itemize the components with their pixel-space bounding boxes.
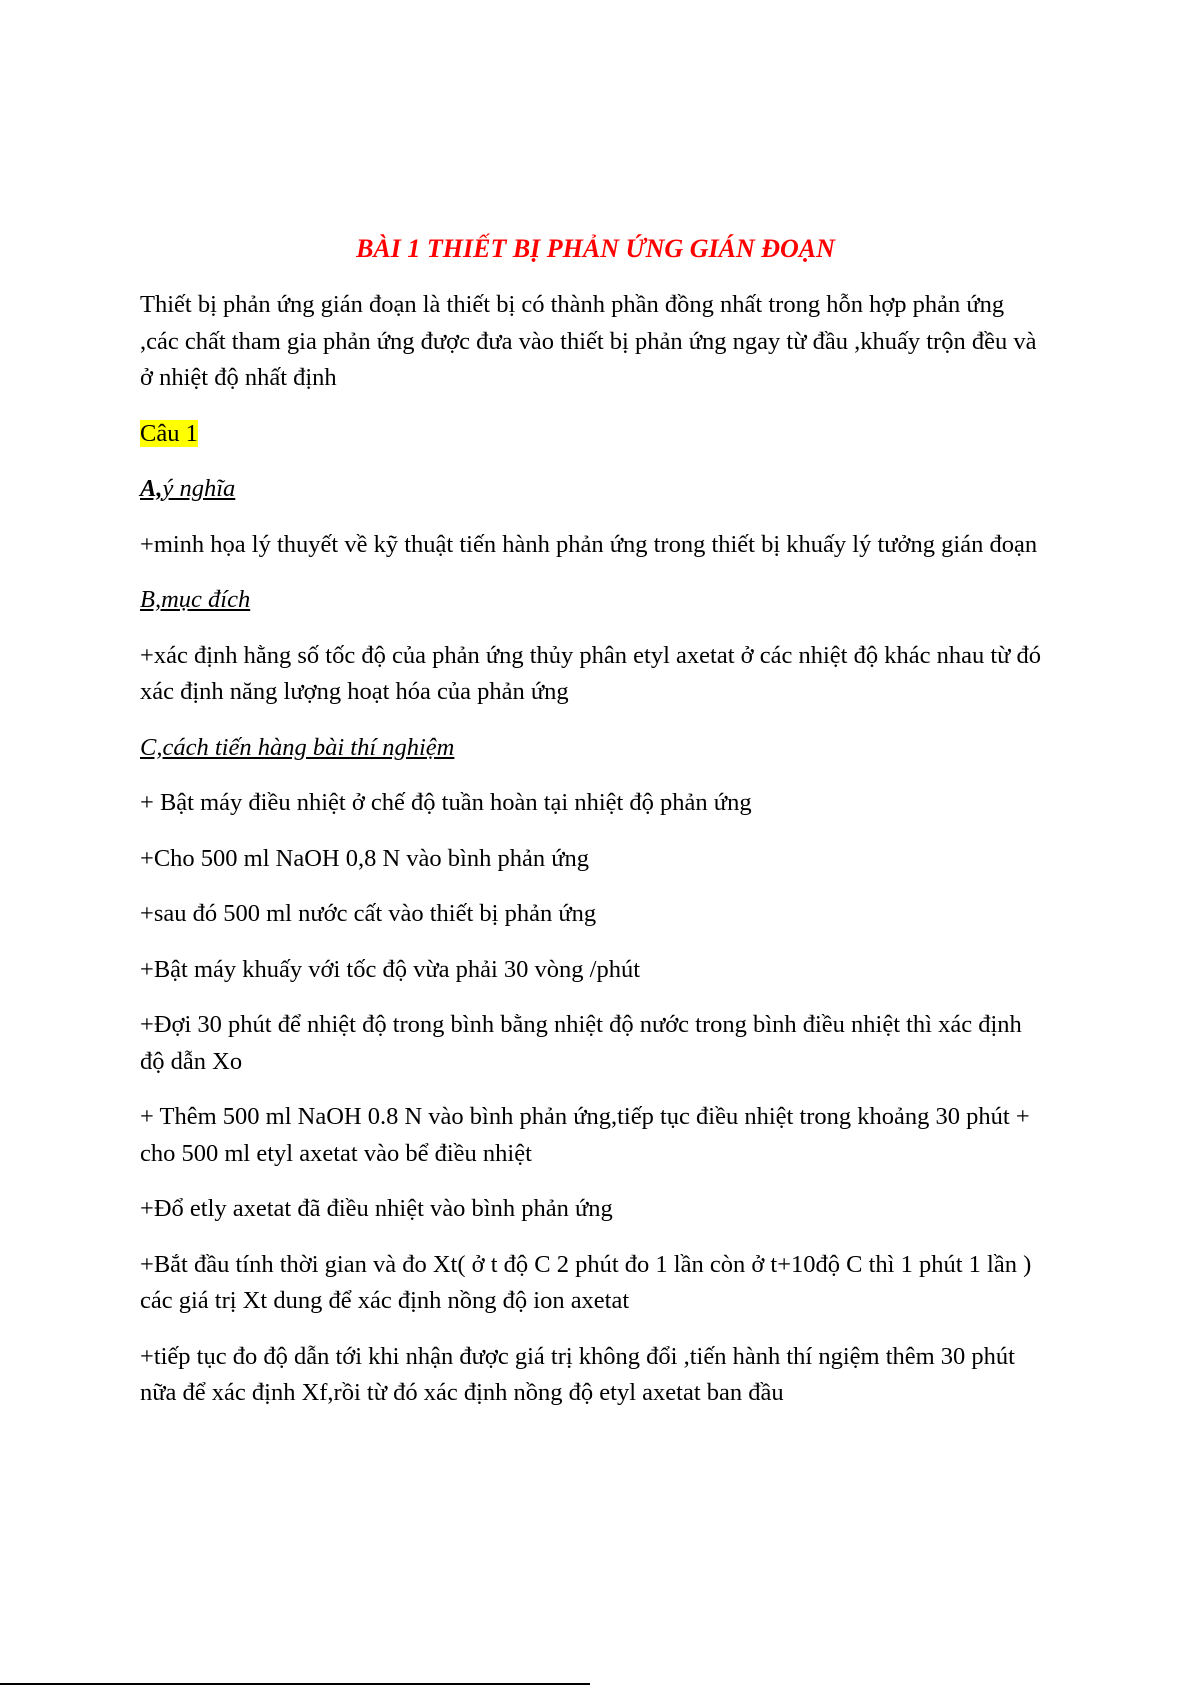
- intro-paragraph: Thiết bị phản ứng gián đoạn là thiết bị có thành phần đồng nhất trong hỗn hợp phản ứng ,các chất tham gia phản ứng được đưa vào thiết bị phản ứng ngay từ đầu ,khuấy trộn đều và ở nhiệt độ nhất định: [140, 291, 1037, 391]
- question-label: Câu 1: [140, 419, 198, 447]
- step-item: +Bật máy khuấy với tốc độ vừa phải 30 vòng /phút: [140, 955, 641, 983]
- step-item: +Bắt đầu tính thời gian và đo Xt( ở t độ C 2 phút đo 1 lần còn ở t+10độ C thì 1 phút 1 lần ) các giá trị Xt dung để xác định nồng độ ion axetat: [140, 1250, 1032, 1314]
- document-body: [140, 287, 1045, 1431]
- section-a-heading-text: ý nghĩa: [162, 475, 236, 502]
- step-item: +Đợi 30 phút để nhiệt độ trong bình bằng nhiệt độ nước trong bình điều nhiệt thì xác định độ dẫn Xo: [140, 1011, 1022, 1075]
- step-item: +sau đó 500 ml nước cất vào thiết bị phản ứng: [140, 900, 597, 927]
- question-label-row: [140, 416, 1045, 453]
- step-item: + Thêm 500 ml NaOH 0.8 N vào bình phản ứng,tiếp tục điều nhiệt trong khoảng 30 phút + cho 500 ml etyl axetat vào bể điều nhiệt: [140, 1103, 1030, 1167]
- section-c-heading: C,cách tiến hàng bài thí nghiệm: [140, 733, 455, 761]
- section-a-heading: [140, 471, 1045, 508]
- section-b-text: +xác định hằng số tốc độ của phản ứng thủy phân etyl axetat ở các nhiệt độ khác nhau từ đó xác định năng lượng hoạt hóa của phản ứng: [140, 641, 1042, 705]
- section-a-text: +minh họa lý thuyết về kỹ thuật tiến hành phản ứng trong thiết bị khuấy lý tưởng gián đoạn: [140, 530, 1038, 558]
- step-item: +Cho 500 ml NaOH 0,8 N vào bình phản ứng: [140, 844, 590, 872]
- section-b-heading: B,mục đích: [140, 586, 251, 613]
- section-a-prefix: A,: [140, 475, 163, 502]
- step-item: + Bật máy điều nhiệt ở chế độ tuần hoàn tại nhiệt độ phản ứng: [140, 789, 752, 816]
- step-item: +Đổ etly axetat đã điều nhiệt vào bình phản ứng: [140, 1195, 613, 1222]
- page-title: BÀI 1 THIẾT BỊ PHẢN ỨNG GIÁN ĐOẠN: [356, 234, 835, 263]
- step-item: +tiếp tục đo độ dẫn tới khi nhận được giá trị không đổi ,tiến hành thí ngiệm thêm 30 phút nữa để xác định Xf,rồi từ đó xác định nồng độ etyl axetat ban đầu: [140, 1342, 1015, 1406]
